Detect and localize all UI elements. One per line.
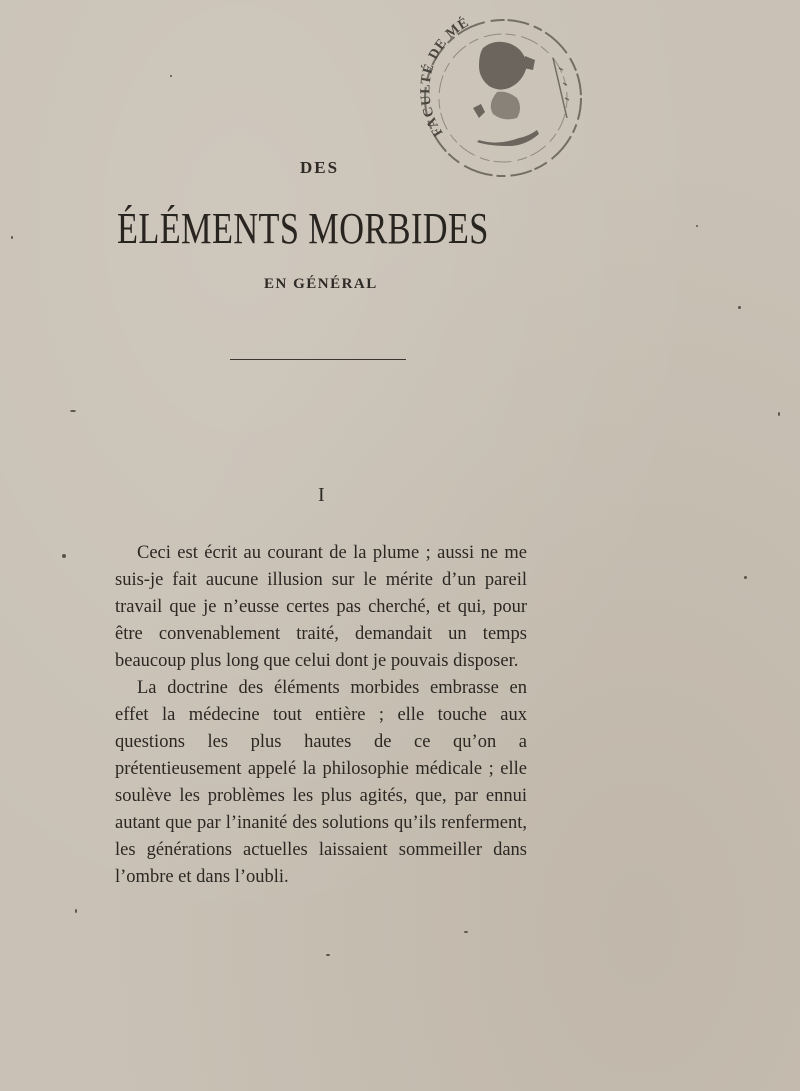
paragraph-2: La doctrine des éléments morbides embrasse en effet la médecine tout entière ; elle touche aux questions les plus hautes de ce qu’on a prétentieusement appelé la philosophie médicale ; elle soulève les problèmes les plus agités, que, par ennui autant que par l’inanité des solutions qu’ils renferment, les générations actuelles laissaient sommeiller dans l’ombre et dans l’oubli. xyxy=(115,678,527,887)
paper-speck xyxy=(744,576,747,579)
paper-speck xyxy=(464,931,468,933)
paper-speck xyxy=(738,306,741,309)
paper-speck xyxy=(170,75,172,77)
body-text xyxy=(115,540,527,891)
paper-speck xyxy=(778,412,780,416)
paper-speck xyxy=(62,554,66,558)
section-number: I xyxy=(318,484,325,506)
stamp-text: FACULTÉ DE MÉ xyxy=(418,15,473,139)
paper-speck xyxy=(11,236,13,239)
page-subtitle: EN GÉNÉRAL xyxy=(264,276,378,292)
title-divider xyxy=(230,359,406,360)
svg-text:FACULTÉ DE MÉ xyxy=(418,13,472,139)
page-title: ÉLÉMENTS MORBIDES xyxy=(117,204,489,253)
paper-speck xyxy=(75,909,77,913)
stamp-seal-graphic xyxy=(413,8,588,183)
paper-speck xyxy=(326,954,330,956)
paper-speck xyxy=(70,410,76,412)
library-stamp xyxy=(413,8,588,183)
pre-title: DES xyxy=(300,158,340,177)
paper-speck xyxy=(696,225,698,227)
paragraph-1: Ceci est écrit au courant de la plume ; aussi ne me suis-je fait aucune illusion sur le mérite d’un pareil travail que je n’eusse certes pas cherché, et qui, pour être convenablement traité, demandait un temps beaucoup plus long que celui dont je pouvais disposer. xyxy=(115,543,527,671)
